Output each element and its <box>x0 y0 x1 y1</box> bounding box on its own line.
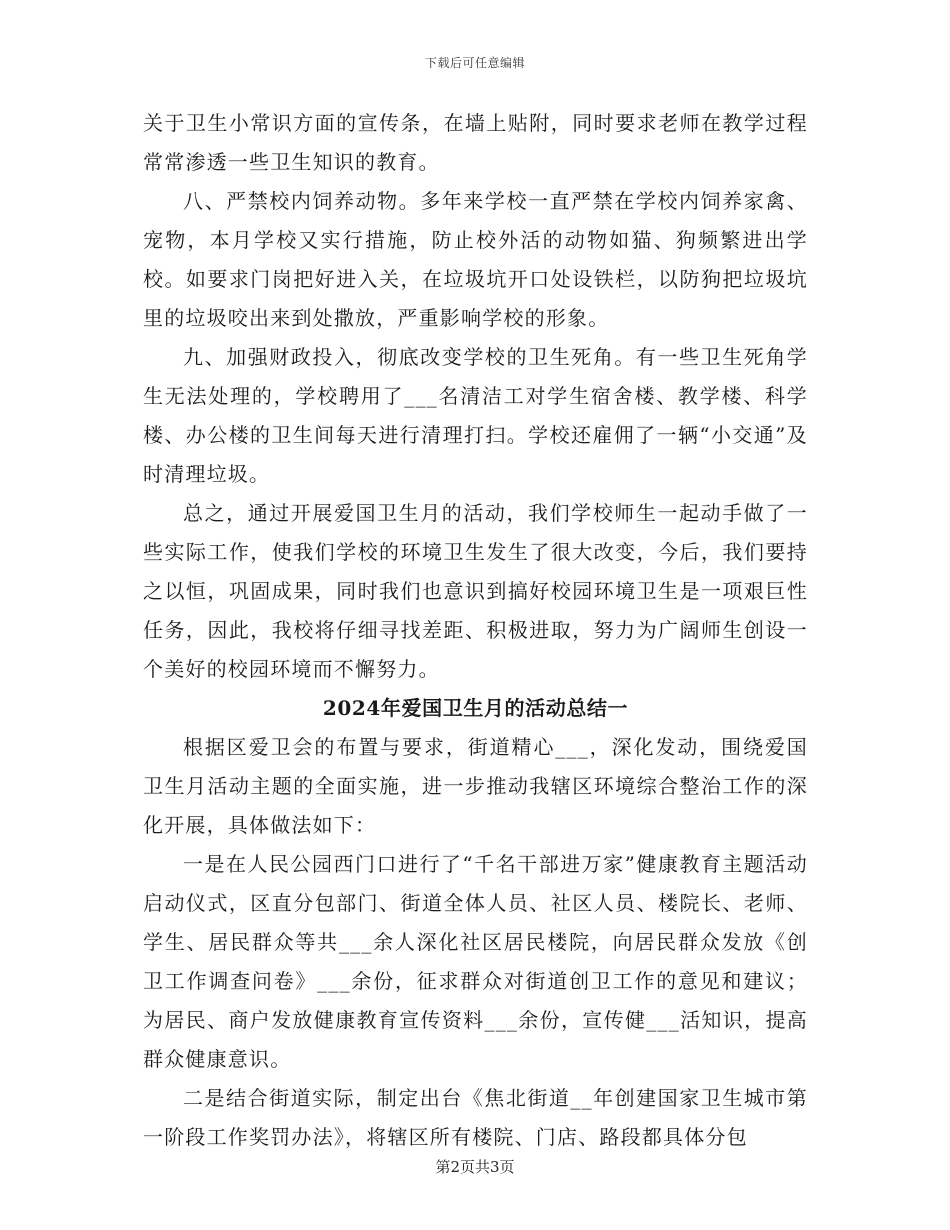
paragraph-5: 一是在人民公园西门口进行了“千名干部进万家”健康教育主题活动启动仪式，区直分包部门、街道全体人员、社区人员、楼院长、老师、学生、居民群众等共___余人深化社区居民楼院，向居民群众发放《创卫工作调查问卷》___余份，征求群众对街道创卫工作的意见和建议；为居民、商户发放健康教育宣传资料___余份，宣传健___活知识，提高群众健康意识。 <box>143 852 808 1071</box>
header-note: 下载后可任意编辑 <box>424 56 525 70</box>
paragraph-3: 总之，通过开展爱国卫生月的活动，我们学校师生一起动手做了一些实际工作，使我们学校的环境卫生发生了很大改变，今后，我们要持之以恒，巩固成果，同时我们也意识到搞好校园环境卫生是一项艰巨性任务，因此，我校将仔细寻找差距、积极进取，努力为广阔师生创设一个美好的校园环境而不懈努力。 <box>143 501 808 681</box>
paragraph-1: 八、严禁校内饲养动物。多年来学校一直严禁在学校内饲养家禽、宠物，本月学校又实行措施，防止校外活的动物如猫、狗频繁进出学校。如要求门岗把好进入关，在垃圾坑开口处设铁栏，以防狗把垃圾坑里的垃圾咬出来到处撒放，严重影响学校的形象。 <box>143 189 808 330</box>
section-title: 2024年爱国卫生月的活动总结一 <box>322 696 629 720</box>
paragraph-6: 二是结合街道实际，制定出台《焦北街道__年创建国家卫生城市第一阶段工作奖罚办法》，将辖区所有楼院、门店、路段都具体分包 <box>143 1086 808 1149</box>
document-body <box>143 104 808 1157</box>
paragraph-2: 九、加强财政投入，彻底改变学校的卫生死角。有一些卫生死角学生无法处理的，学校聘用了___名清洁工对学生宿舍楼、教学楼、科学楼、办公楼的卫生间每天进行清理打扫。学校还雇佣了一辆“小交通”及时清理垃圾。 <box>143 345 808 486</box>
paragraph-4: 根据区爱卫会的布置与要求，街道精心___，深化发动，围绕爱国卫生月活动主题的全面实施，进一步推动我辖区环境综合整治工作的深化开展，具体做法如下： <box>143 735 808 837</box>
paragraph-0: 关于卫生小常识方面的宣传条，在墙上贴附，同时要求老师在教学过程常常渗透一些卫生知识的教育。 <box>143 111 808 174</box>
page-footer: 第2页共3页 <box>435 1158 515 1176</box>
